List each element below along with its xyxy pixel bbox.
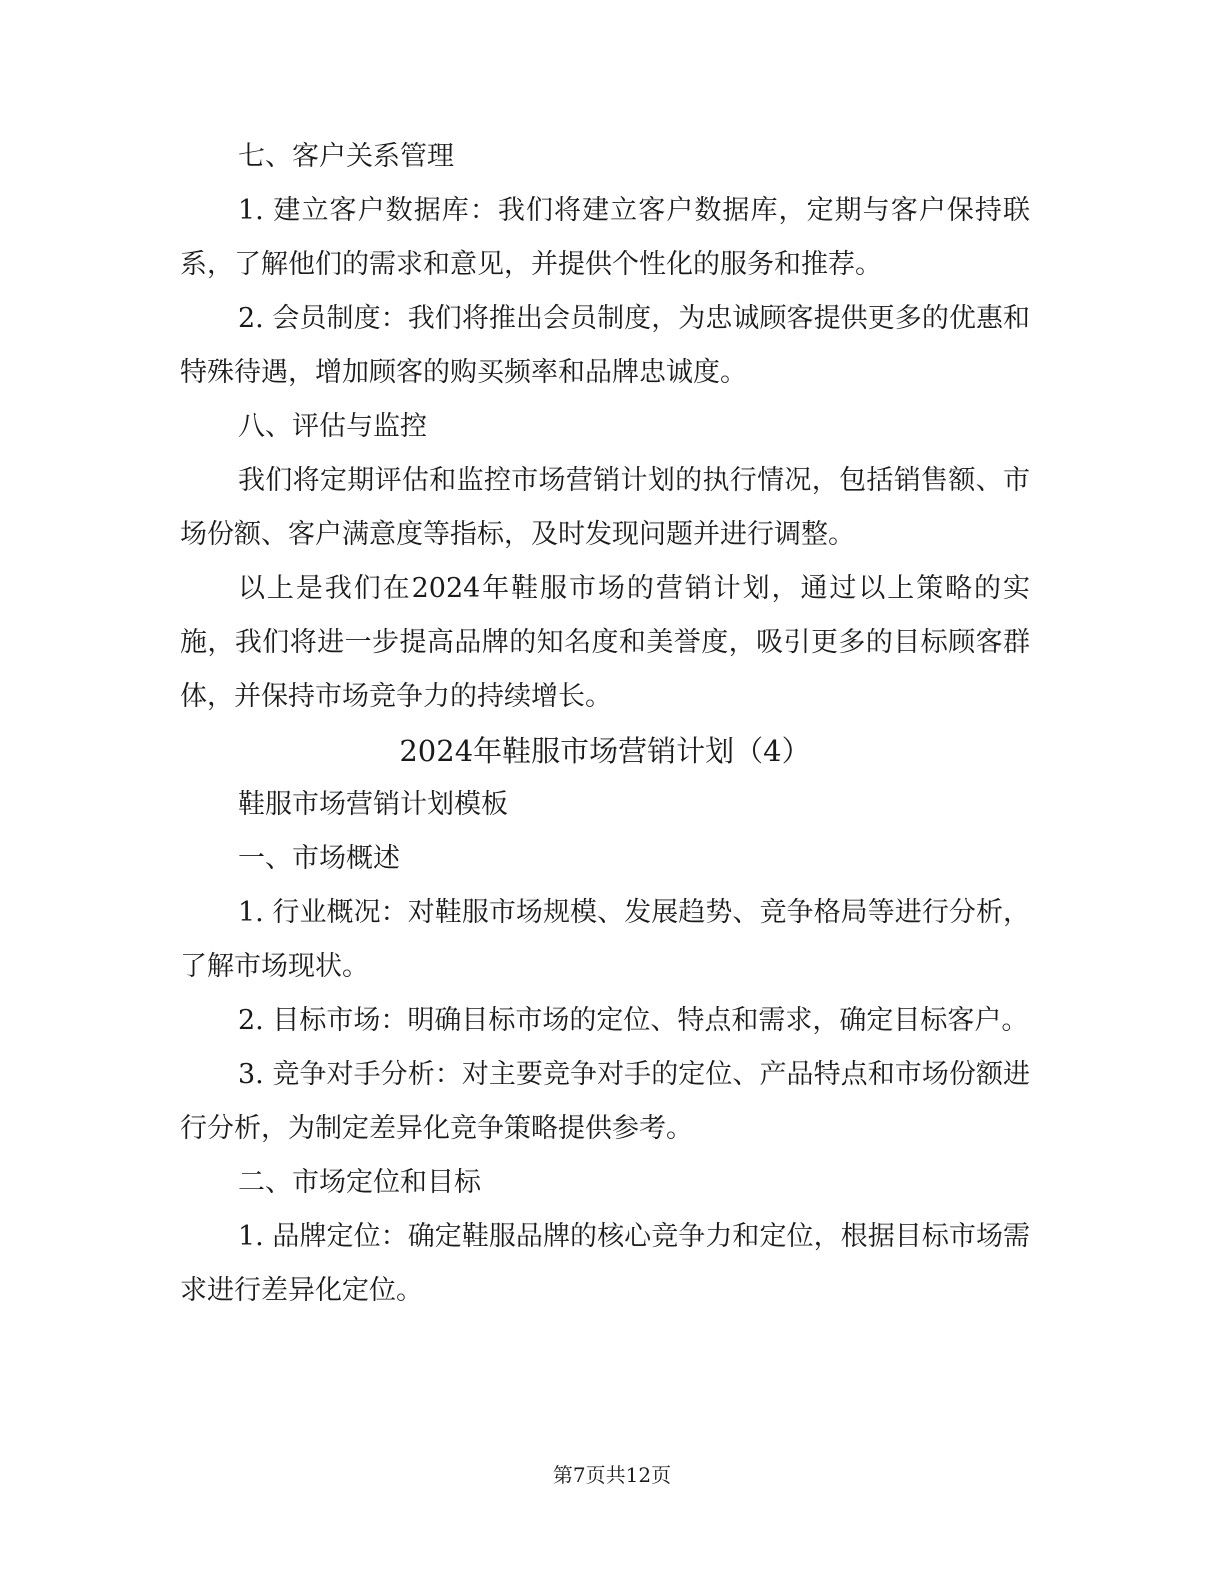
document-body [180,130,1030,1318]
paragraph-evaluation: 我们将定期评估和监控市场营销计划的执行情况，包括销售额、市场份额、客户满意度等指标，及时发现问题并进行调整。 [180,465,1030,550]
paragraph-competitor-analysis: 3. 竞争对手分析：对主要竞争对手的定位、产品特点和市场份额进行分析，为制定差异化竞争策略提供参考。 [180,1059,1030,1144]
page-footer: 第7页共12页 [552,1463,672,1487]
paragraph-template-title: 鞋服市场营销计划模板 [238,789,508,820]
paragraph-customer-database: 1. 建立客户数据库：我们将建立客户数据库，定期与客户保持联系，了解他们的需求和意见，并提供个性化的服务和推荐。 [180,195,1030,280]
document-section-title: 2024年鞋服市场营销计划（4） [399,734,811,768]
section-heading-market-overview: 一、市场概述 [238,843,400,874]
paragraph-target-market: 2. 目标市场：明确目标市场的定位、特点和需求，确定目标客户。 [238,1005,1029,1036]
paragraph-conclusion: 以上是我们在2024年鞋服市场的营销计划，通过以上策略的实施，我们将进一步提高品牌的知名度和美誉度，吸引更多的目标顾客群体，并保持市场竞争力的持续增长。 [180,573,1030,712]
paragraph-industry-overview: 1. 行业概况：对鞋服市场规模、发展趋势、竞争格局等进行分析，了解市场现状。 [180,897,1030,982]
paragraph-membership: 2. 会员制度：我们将推出会员制度，为忠诚顾客提供更多的优惠和特殊待遇，增加顾客的购买频率和品牌忠诚度。 [180,303,1030,388]
paragraph-brand-positioning: 1. 品牌定位：确定鞋服品牌的核心竞争力和定位，根据目标市场需求进行差异化定位。 [180,1221,1030,1306]
section-heading-evaluation: 八、评估与监控 [238,411,427,442]
section-heading-positioning: 二、市场定位和目标 [238,1167,481,1198]
section-heading-customer-relations: 七、客户关系管理 [238,141,454,172]
